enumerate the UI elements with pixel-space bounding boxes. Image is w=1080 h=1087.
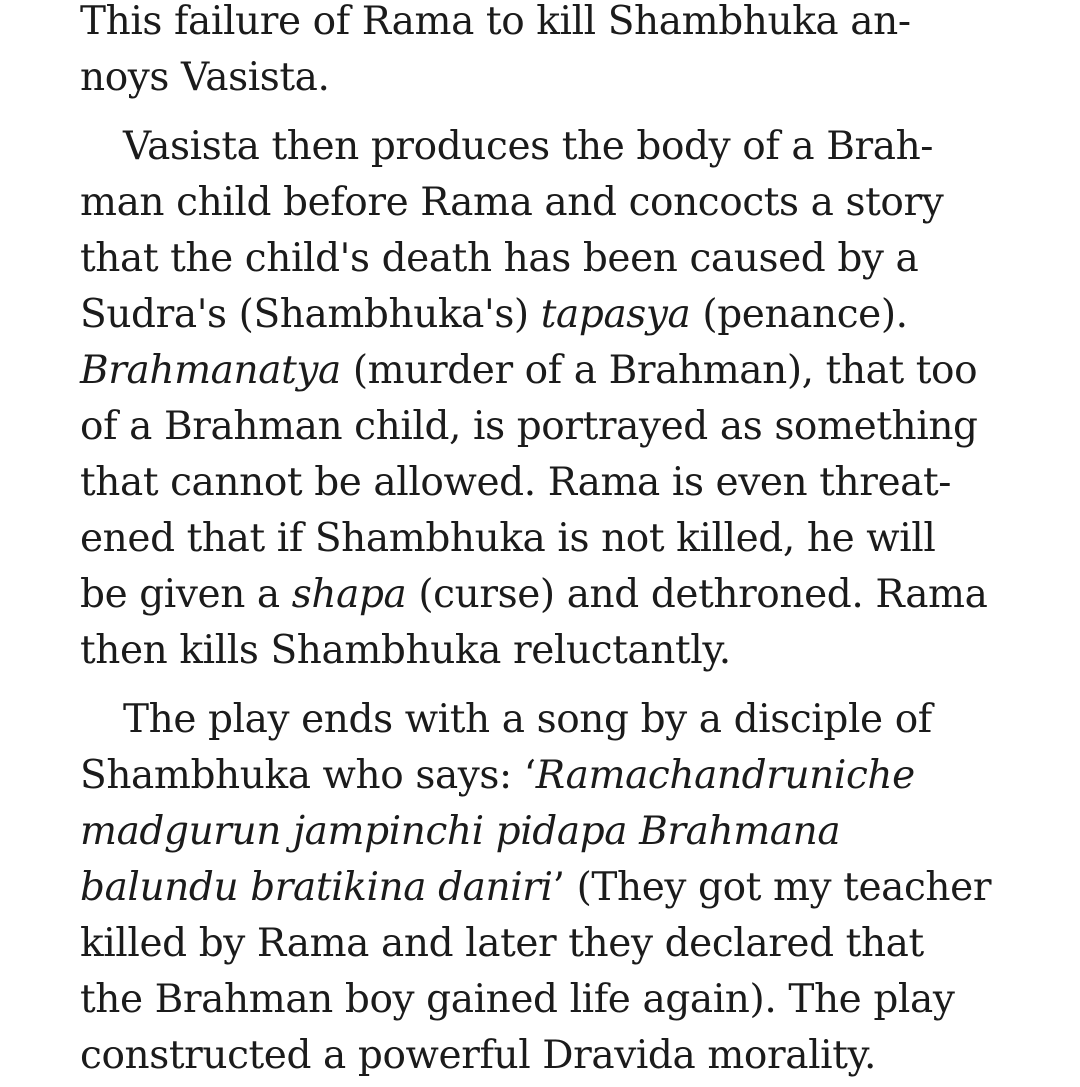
text-run: noys Vasista. <box>80 55 330 100</box>
text-run: Vasista then produces the body of a Brah- <box>123 124 934 169</box>
text-run: (murder of a Brahman), that too <box>340 348 978 393</box>
text-line <box>80 231 1020 287</box>
reader-page <box>80 0 1020 1084</box>
text-line <box>80 804 1020 860</box>
paragraph-2 <box>80 119 1020 679</box>
text-run: ’ (They got my teacher <box>552 865 992 910</box>
text-run: that the child's death has been caused by a <box>80 236 919 281</box>
text-run: This failure of Rama to kill Shambhuka an- <box>80 0 911 44</box>
text-line <box>80 1028 1020 1084</box>
text-line <box>80 623 1020 679</box>
paragraph-3 <box>80 692 1020 1084</box>
text-run: man child before Rama and concocts a story <box>80 180 944 225</box>
text-run: Sudra's (Shambhuka's) <box>80 292 541 337</box>
text-line <box>80 692 1020 748</box>
text-line <box>80 119 1020 175</box>
text-line <box>80 567 1020 623</box>
text-line <box>80 972 1020 1028</box>
text-run: of a Brahman child, is portrayed as something <box>80 404 978 449</box>
text-run: (curse) and dethroned. Rama <box>406 572 988 617</box>
text-line <box>80 748 1020 804</box>
italic-term: Ramachandruniche <box>535 753 915 798</box>
text-run: ened that if Shambhuka is not killed, he will <box>80 516 936 561</box>
text-run: killed by Rama and later they declared that <box>80 921 924 966</box>
text-line <box>80 0 1020 50</box>
text-line <box>80 455 1020 511</box>
text-run: be given a <box>80 572 292 617</box>
text-run: constructed a powerful Dravida morality. <box>80 1033 876 1078</box>
text-run: then kills Shambhuka reluctantly. <box>80 628 731 673</box>
text-run: Shambhuka who says: ‘ <box>80 753 536 798</box>
text-line <box>80 860 1020 916</box>
italic-term: balundu bratikina daniri <box>80 865 553 910</box>
paragraph-1 <box>80 0 1020 106</box>
text-line <box>80 343 1020 399</box>
text-run: the Brahman boy gained life again). The play <box>80 977 955 1022</box>
text-run: (penance). <box>690 292 908 337</box>
italic-term: tapasya <box>540 292 691 337</box>
text-line <box>80 287 1020 343</box>
text-line <box>80 916 1020 972</box>
italic-term: shapa <box>291 572 407 617</box>
italic-term: Brahmanatya <box>80 348 341 393</box>
text-line <box>80 399 1020 455</box>
italic-term: madgurun jampinchi pidapa Brahmana <box>80 809 841 854</box>
text-line <box>80 175 1020 231</box>
text-line <box>80 511 1020 567</box>
text-run: that cannot be allowed. Rama is even threat- <box>80 460 952 505</box>
text-line <box>80 50 1020 106</box>
text-run: The play ends with a song by a disciple of <box>123 697 932 742</box>
